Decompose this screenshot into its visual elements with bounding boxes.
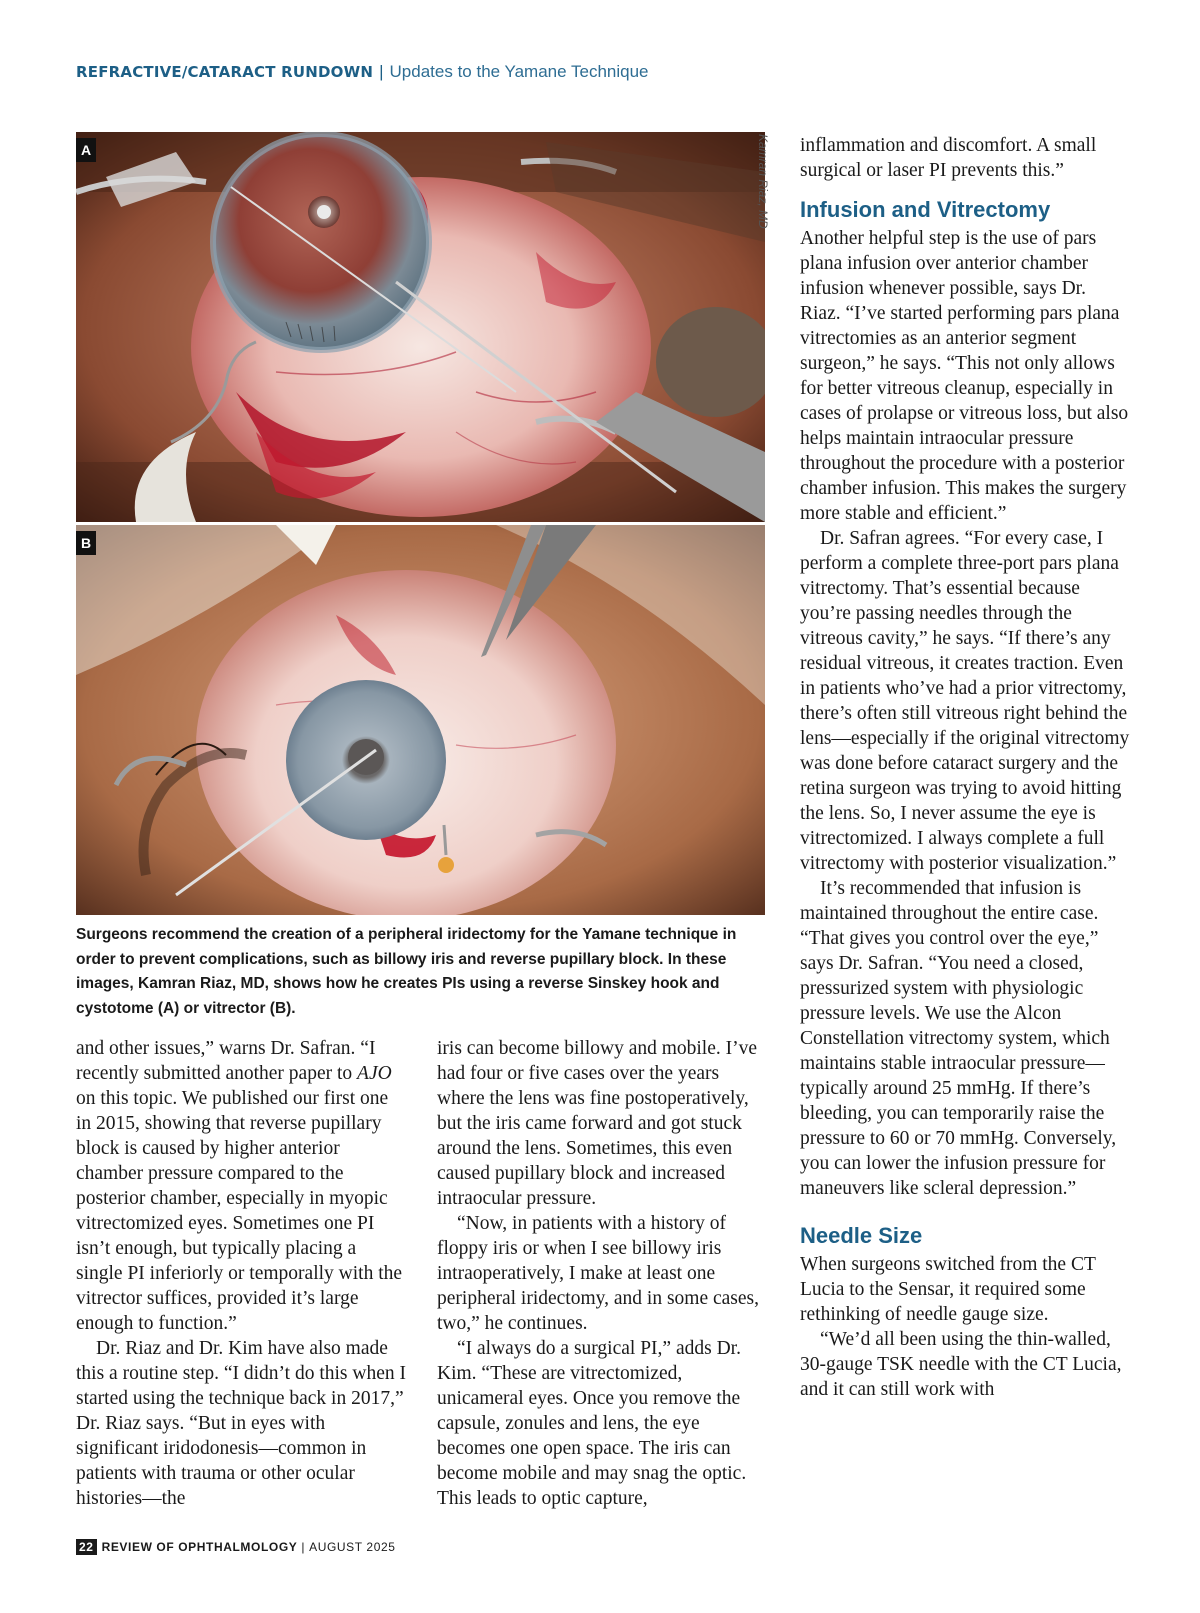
paragraph: Another helpful step is the use of pars plana infusion over anterior chamber infusion whenever possible, says Dr. Riaz. “I’ve started performing pars plana vitrectomies as an anterior segment surgeon,” he says. “This not only allows for better vitreous cleanup, especially in cases of prolapse or vitreous loss, but also helps maintain intraocular pressure throughout the procedure with a posterior chamber infusion. This makes the surgery more stable and efficient.” [800, 228, 1129, 524]
running-header [76, 62, 649, 82]
body-column-1 [76, 1036, 406, 1511]
page-footer [76, 1540, 396, 1554]
text-run: on this topic. We published our first one in 2015, showing that reverse pupillary block is caused by higher anterior chamber pressure compared to the posterior chamber, especially in myopic vitrectomized eyes. Sometimes one PI isn’t enough, but typically placing a single PI inferiorly or temporally with the vitrector suffices, provided it’s large enough to function.” [76, 1088, 403, 1334]
paragraph: iris can become billowy and mobile. I’ve had four or five cases over the years where the lens was fine postoperatively, but the iris came forward and got stuck around the lens. Sometimes, this even caused pupillary block and increased intraocular pressure. [437, 1038, 758, 1209]
paragraph: Dr. Riaz and Dr. Kim have also made this a routine step. “I didn’t do this when I started using the technique back in 2017,” Dr. Riaz says. “But in eyes with significant iridodonesis—common in patients with trauma or other ocular histories—the [76, 1338, 407, 1509]
surgical-photo-b [76, 525, 765, 915]
journal-name: AJO [357, 1063, 392, 1084]
footer-separator: | [301, 1540, 306, 1554]
body-column-2 [437, 1036, 767, 1511]
figure-caption: Surgeons recommend the creation of a peripheral iridectomy for the Yamane technique in order to prevent complications, such as billowy iris and reverse pupillary block. In these images, Kamran Riaz, MD, shows how he creates PIs using a reverse Sinskey hook and cystotome (A) or vitrector (B). [76, 926, 737, 1017]
photo-credit-text: Kamran Riaz, MD [756, 134, 770, 229]
issue-date: AUGUST 2025 [309, 1540, 396, 1554]
section-name: REFRACTIVE/CATARACT RUNDOWN [76, 63, 374, 81]
panel-label-a: A [76, 138, 96, 162]
panel-label-b: B [76, 531, 96, 555]
subhead-infusion: Infusion and Vitrectomy [800, 197, 1051, 222]
text-run: and other issues,” warns Dr. Safran. “I recently submitted another paper to [76, 1038, 376, 1084]
page-number: 22 [76, 1539, 97, 1555]
paragraph: “Now, in patients with a history of floppy iris or when I see billowy iris intraoperatively, I make at least one peripheral iridectomy, and in some cases, two,” he continues. [437, 1213, 759, 1334]
paragraph [76, 1036, 406, 1336]
paragraph: “We’d all been using the thin-walled, 30-gauge TSK needle with the CT Lucia, and it can still work with [800, 1329, 1122, 1400]
photo-credit [758, 134, 782, 259]
article-topic: Updates to the Yamane Technique [389, 62, 649, 81]
publication-name: REVIEW OF OPHTHALMOLOGY [101, 1540, 298, 1554]
body-column-3 [800, 133, 1130, 1402]
paragraph: It’s recommended that infusion is maintained throughout the entire case. “That gives you control over the eye,” says Dr. Safran. “You need a closed, pressurized system with physiologic pressure levels. We use the Alcon Constellation vitrectomy system, which maintains stable intraocular pressure—typically around 25 mmHg. If there’s bleeding, you can temporarily raise the pressure to 60 or 70 mmHg. Conversely, you can lower the infusion pressure for maneuvers like scleral depression.” [800, 878, 1117, 1199]
paragraph: Dr. Safran agrees. “For every case, I perform a complete three-port pars plana vitrectomy. That’s essential because you’re passing needles through the vitreous cavity,” he says. “If there’s any residual vitreous, it creates traction. Even in patients who’ve had a prior vitrectomy, there’s often still vitreous right behind the lens—especially if the original vitrectomy was done before cataract surgery and the retina surgeon was trying to avoid hitting the lens. So, I never assume the eye is vitrectomized. I always complete a full vitrectomy with posterior visualization.” [800, 528, 1130, 874]
paragraph: “I always do a surgical PI,” adds Dr. Kim. “These are vitrectomized, unicameral eyes. Once you remove the capsule, zonules and lens, the eye becomes one open space. The iris can become mobile and may snag the optic. This leads to optic capture, [437, 1338, 747, 1509]
surgical-photo-a [76, 132, 765, 522]
header-separator: | [379, 62, 384, 81]
subhead-needle-size: Needle Size [800, 1223, 923, 1248]
paragraph: When surgeons switched from the CT Lucia to the Sensar, it required some rethinking of needle gauge size. [800, 1254, 1096, 1325]
paragraph: inflammation and discomfort. A small surgical or laser PI prevents this.” [800, 135, 1097, 181]
